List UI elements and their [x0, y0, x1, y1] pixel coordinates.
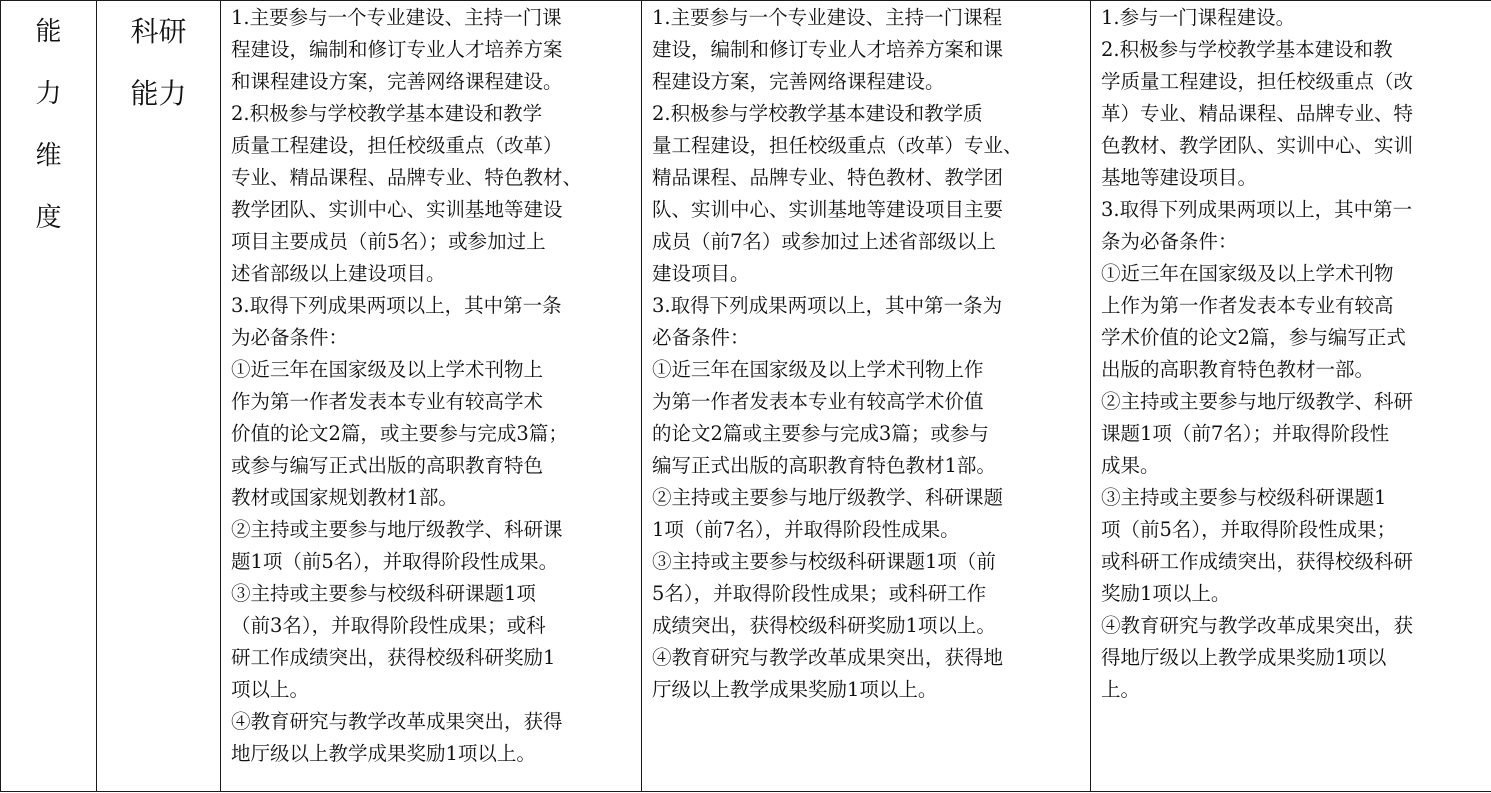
- requirement-line: 或科研工作成绩突出，获得校级科研: [1101, 550, 1414, 573]
- requirement-line: 得地厅级以上教学成果奖励1项以: [1101, 646, 1387, 669]
- requirement-line: 学质量工程建设，担任校级重点（改: [1101, 70, 1414, 93]
- requirement-line: 或参与编写正式出版的高职教育特色: [231, 454, 544, 477]
- requirement-line: ②主持或主要参与地厅级教学、科研课题: [652, 486, 1004, 509]
- requirement-line: 队、实训中心、实训基地等建设项目主要: [652, 198, 1004, 221]
- requirement-line: 项以上。: [231, 678, 310, 701]
- dimension-label: 能力维度: [35, 17, 62, 233]
- requirement-line: 地厅级以上教学成果奖励1项以上。: [231, 742, 536, 765]
- requirement-line: 述省部级以上建设项目。: [231, 262, 446, 285]
- level-2-requirements: [642, 1, 1090, 706]
- requirement-line: 题1项（前5名），并取得阶段性成果。: [231, 550, 559, 573]
- level-3-cell: [1091, 1, 1491, 792]
- requirement-line: 的论文2篇或主要参与完成3篇；或参与: [652, 422, 989, 445]
- category-label: 科研能力: [130, 15, 187, 110]
- requirement-line: ③主持或主要参与校级科研课题1: [1101, 486, 1387, 509]
- requirement-line: ④教育研究与教学改革成果突出，获: [1101, 614, 1414, 637]
- requirement-line: ①近三年在国家级及以上学术刊物上: [231, 358, 544, 381]
- requirement-line: ①近三年在国家级及以上学术刊物上作: [652, 358, 984, 381]
- requirement-line: 为必备条件：: [231, 326, 349, 349]
- requirement-line: 专业、精品课程、品牌专业、特色教材、: [231, 166, 583, 189]
- requirement-line: 程建设，编制和修订专业人才培养方案: [231, 38, 563, 61]
- requirement-line: 2.积极参与学校教学基本建设和教学质: [652, 102, 983, 125]
- requirement-line: 上作为第一作者发表本专业有较高: [1101, 294, 1394, 317]
- requirement-line: 教学团队、实训中心、实训基地等建设: [231, 198, 563, 221]
- requirement-line: 3.取得下列成果两项以上，其中第一条: [231, 294, 562, 317]
- requirement-line: 程建设方案，完善网络课程建设。: [652, 70, 945, 93]
- requirement-line: 厅级以上教学成果奖励1项以上。: [652, 678, 938, 701]
- requirement-line: 精品课程、品牌专业、特色教材、教学团: [652, 166, 1004, 189]
- requirement-line: 奖励1项以上。: [1101, 582, 1231, 605]
- requirement-line: 研工作成绩突出，获得校级科研奖励1: [231, 646, 556, 669]
- requirement-line: 为第一作者发表本专业有较高学术价值: [652, 390, 984, 413]
- requirement-line: ③主持或主要参与校级科研课题1项（前: [652, 550, 996, 573]
- requirement-line: 上。: [1101, 678, 1141, 701]
- requirement-line: 色教材、教学团队、实训中心、实训: [1101, 134, 1414, 157]
- table-row: [1, 1, 1491, 792]
- requirement-line: ④教育研究与教学改革成果突出，获得地: [652, 646, 1004, 669]
- requirement-line: 和课程建设方案，完善网络课程建设。: [231, 70, 563, 93]
- requirement-line: ①近三年在国家级及以上学术刊物: [1101, 262, 1394, 285]
- category-cell: [97, 1, 221, 792]
- requirement-line: ③主持或主要参与校级科研课题1项: [231, 582, 536, 605]
- requirement-line: 建设项目。: [652, 262, 750, 285]
- level-2-cell: [642, 1, 1091, 792]
- requirement-line: 出版的高职教育特色教材一部。: [1101, 358, 1375, 381]
- requirement-line: 课题1项（前7名）；并取得阶段性: [1101, 422, 1390, 445]
- requirement-line: 2.积极参与学校教学基本建设和教: [1101, 38, 1393, 61]
- requirement-line: ②主持或主要参与地厅级教学、科研: [1101, 390, 1414, 413]
- requirement-line: 1项（前7名），并取得阶段性成果。: [652, 518, 960, 541]
- requirement-line: ④教育研究与教学改革成果突出，获得: [231, 710, 563, 733]
- requirement-line: 学术价值的论文2篇，参与编写正式: [1101, 326, 1406, 349]
- requirement-line: 项（前5名），并取得阶段性成果；: [1101, 518, 1397, 541]
- requirement-line: 建设，编制和修订专业人才培养方案和课: [652, 38, 1004, 61]
- requirement-line: 必备条件：: [652, 326, 750, 349]
- requirement-line: 3.取得下列成果两项以上，其中第一条为: [652, 294, 1003, 317]
- requirement-line: ②主持或主要参与地厅级教学、科研课: [231, 518, 563, 541]
- requirement-line: 1.参与一门课程建设。: [1101, 6, 1296, 29]
- requirement-line: 质量工程建设，担任校级重点（改革）: [231, 134, 563, 157]
- requirement-line: 1.主要参与一个专业建设、主持一门课程: [652, 6, 1003, 29]
- requirement-line: 作为第一作者发表本专业有较高学术: [231, 390, 544, 413]
- level-3-requirements: [1091, 1, 1491, 706]
- requirement-line: 编写正式出版的高职教育特色教材1部。: [652, 454, 996, 477]
- requirement-line: 教材或国家规划教材1部。: [231, 486, 458, 509]
- dimension-cell: [1, 1, 97, 792]
- requirement-line: 价值的论文2篇，或主要参与完成3篇；: [231, 422, 568, 445]
- requirement-line: 2.积极参与学校教学基本建设和教学: [231, 102, 543, 125]
- requirement-line: 基地等建设项目。: [1101, 166, 1258, 189]
- level-1-requirements: [221, 1, 641, 770]
- requirement-line: 项目主要成员（前5名）；或参加过上: [231, 230, 546, 253]
- requirement-line: （前3名），并取得阶段性成果；或科: [231, 614, 546, 637]
- requirement-line: 5名），并取得阶段性成果；或科研工作: [652, 582, 987, 605]
- requirement-line: 量工程建设，担任校级重点（改革）专业、: [652, 134, 1023, 157]
- requirement-line: 成绩突出，获得校级科研奖励1项以上。: [652, 614, 996, 637]
- requirement-line: 3.取得下列成果两项以上，其中第一: [1101, 198, 1413, 221]
- requirement-line: 革）专业、精品课程、品牌专业、特: [1101, 102, 1414, 125]
- requirement-line: 成员（前7名）或参加过上述省部级以上: [652, 230, 996, 253]
- requirement-line: 1.主要参与一个专业建设、主持一门课: [231, 6, 562, 29]
- requirement-line: 成果。: [1101, 454, 1160, 477]
- level-1-cell: [221, 1, 642, 792]
- requirement-line: 条为必备条件：: [1101, 230, 1238, 253]
